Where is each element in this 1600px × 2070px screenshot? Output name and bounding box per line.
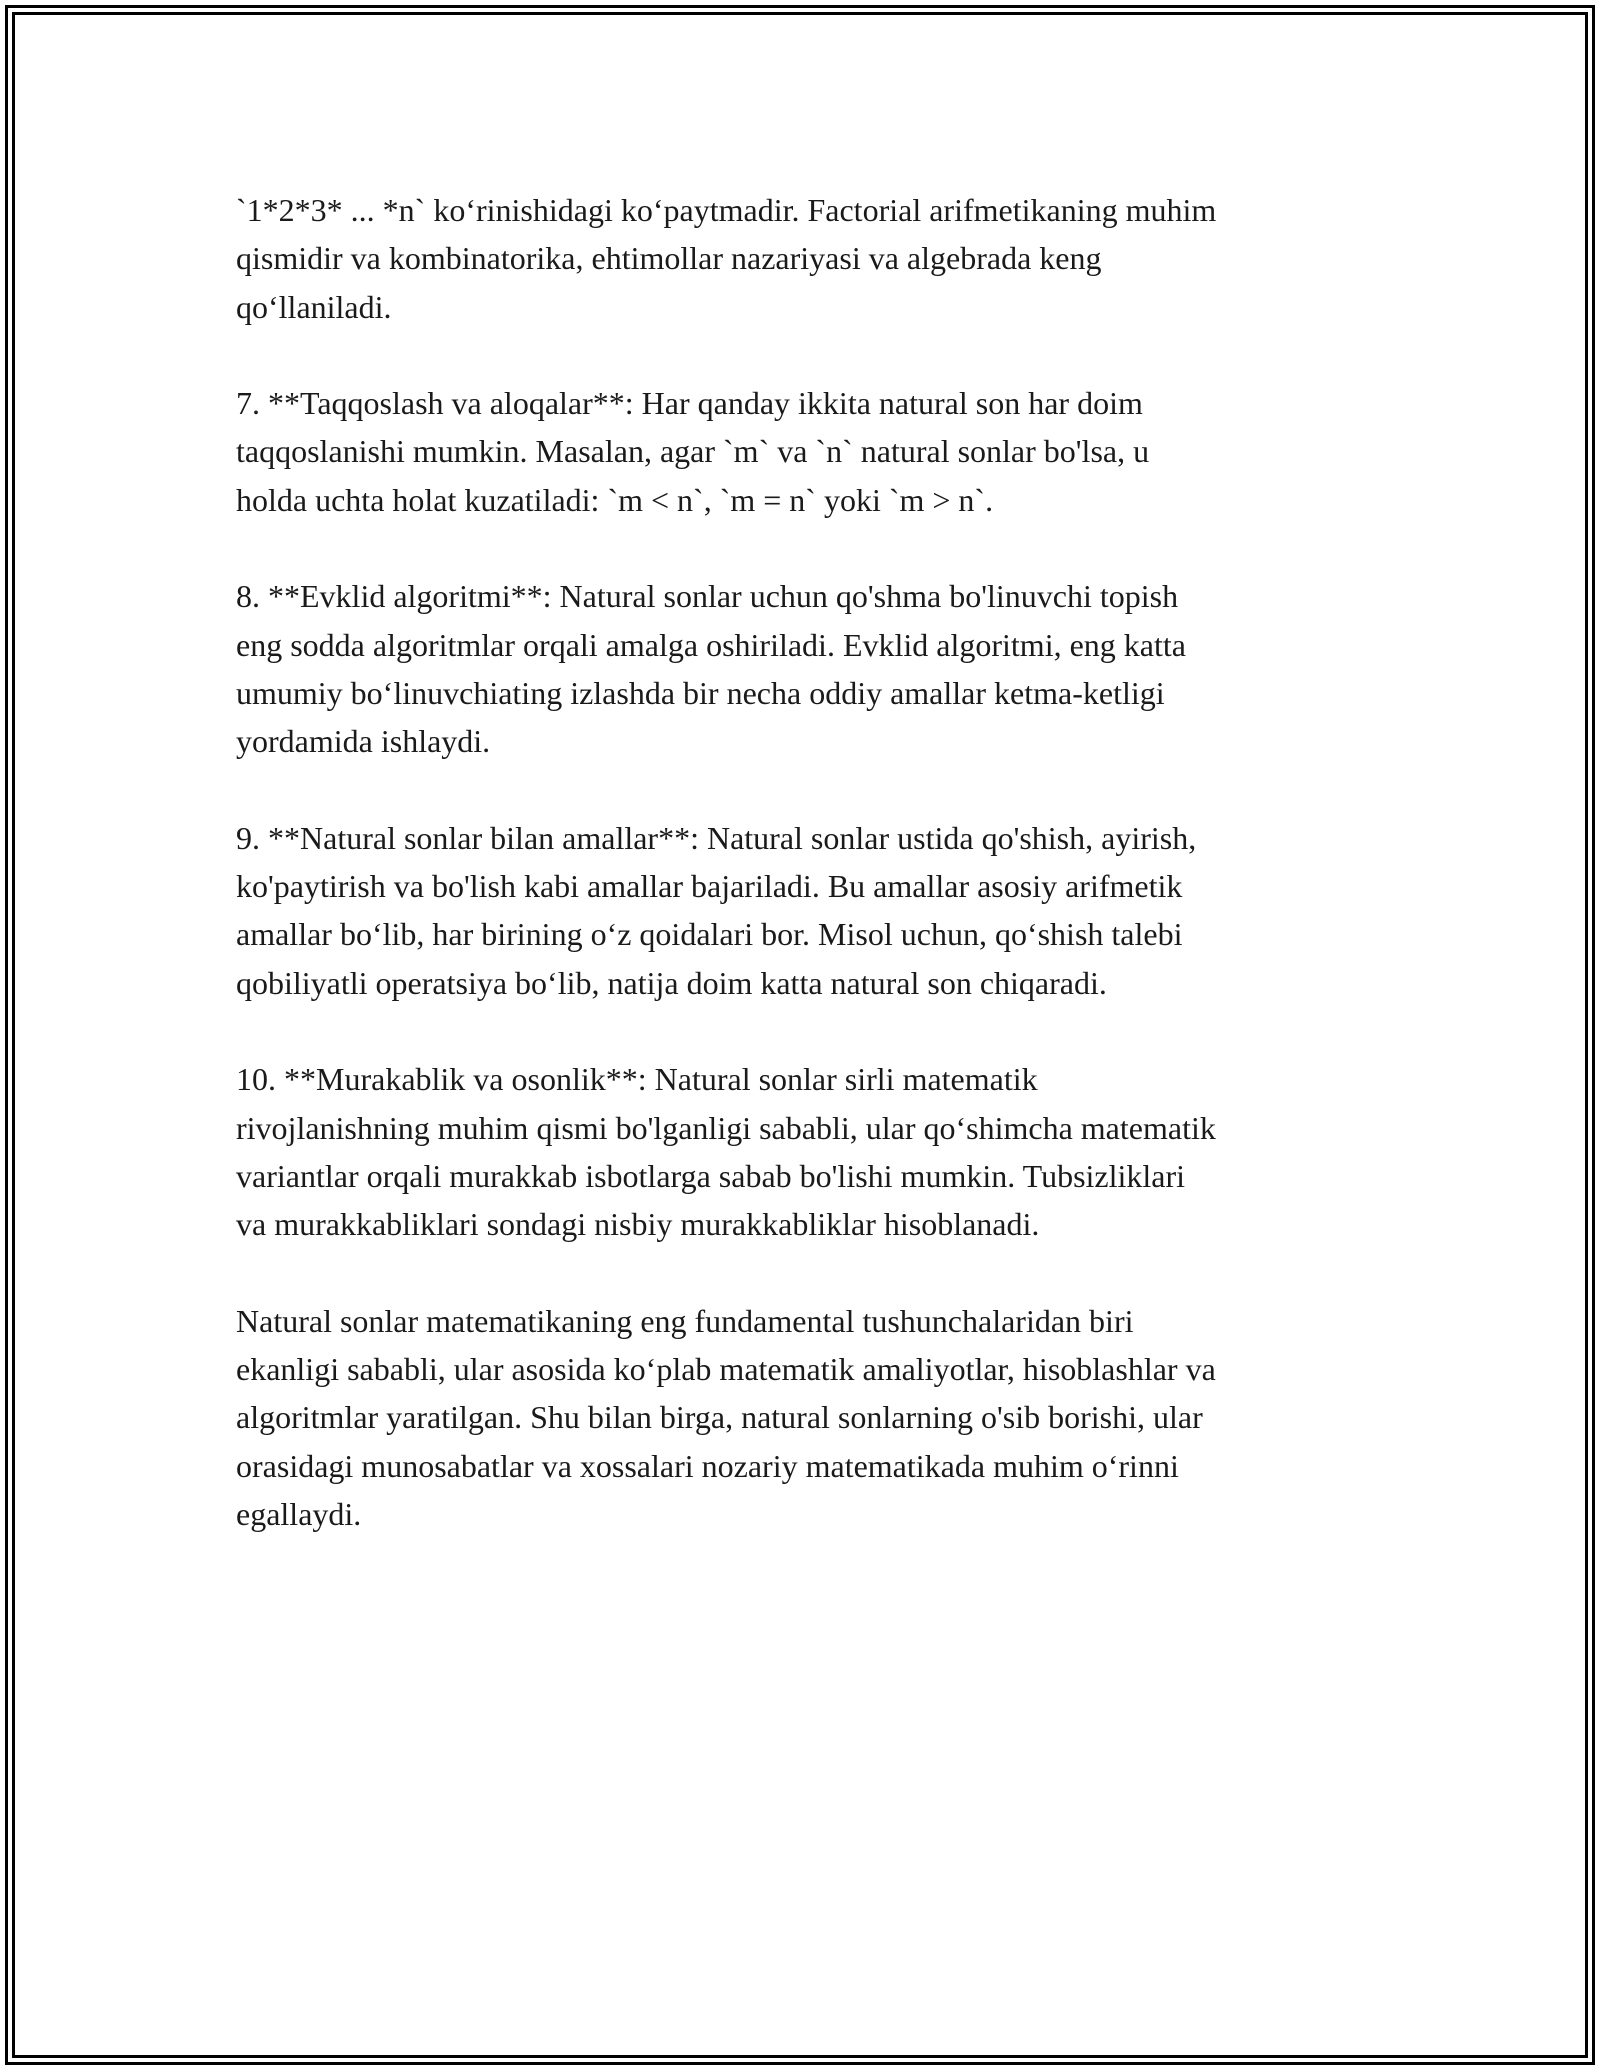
text-line: yordamida ishlaydi. xyxy=(236,723,491,760)
text-line: orasidagi munosabatlar va xossalari nozariy matematikada muhim o‘rinni xyxy=(236,1447,1179,1484)
text-line: `1*2*3* ... *n` ko‘rinishidagi ko‘paytmadir. Factorial arifmetikaning muhim xyxy=(236,192,1217,228)
text-line: holda uchta holat kuzatiladi: `m < n`, `m = n` yoki `m > n`. xyxy=(236,481,994,518)
text-line: 10. **Murakablik va osonlik**: Natural sonlar sirli matematik xyxy=(236,1061,1038,1098)
paragraph-conclusion xyxy=(236,1297,1376,1538)
text-line: va murakkabliklari sondagi nisbiy murakkabliklar hisoblanadi. xyxy=(236,1206,1040,1243)
text-line: Natural sonlar matematikaning eng fundamental tushunchalaridan biri xyxy=(236,1302,1134,1339)
document-body xyxy=(236,186,1376,1587)
text-line: algoritmlar yaratilgan. Shu bilan birga, natural sonlarning o'sib borishi, ular xyxy=(236,1399,1203,1436)
text-line: 9. **Natural sonlar bilan amallar**: Natural sonlar ustida qo'shish, ayirish, xyxy=(236,819,1197,856)
text-line: egallaydi. xyxy=(236,1496,362,1533)
text-line: qismidir va kombinatorika, ehtimollar nazariyasi va algebrada keng xyxy=(236,240,1102,277)
paragraph-item-8 xyxy=(236,572,1376,765)
text-line: ko'paytirish va bo'lish kabi amallar bajariladi. Bu amallar asosiy arifmetik xyxy=(236,868,1183,905)
text-line: qobiliyatli operatsiya bo‘lib, natija doim katta natural son chiqaradi. xyxy=(236,964,1107,1001)
text-line: taqqoslanishi mumkin. Masalan, agar `m` va `n` natural sonlar bo'lsa, u xyxy=(236,433,1150,470)
text-line: eng sodda algoritmlar orqali amalga oshiriladi. Evklid algoritmi, eng katta xyxy=(236,626,1186,663)
text-line: umumiy bo‘linuvchiating izlashda bir necha oddiy amallar ketma-ketligi xyxy=(236,674,1165,711)
text-line: amallar bo‘lib, har birining o‘z qoidalari bor. Misol uchun, qo‘shish talebi xyxy=(236,916,1183,953)
paragraph-item-7 xyxy=(236,379,1376,524)
paragraph-factorial xyxy=(236,186,1376,331)
paragraph-item-10 xyxy=(236,1055,1376,1248)
text-line: ekanligi sababli, ular asosida ko‘plab matematik amaliyotlar, hisoblashlar va xyxy=(236,1351,1216,1388)
text-line: 8. **Evklid algoritmi**: Natural sonlar uchun qo'shma bo'linuvchi topish xyxy=(236,578,1179,615)
text-line: qo‘llaniladi. xyxy=(236,288,392,325)
paragraph-item-9 xyxy=(236,814,1376,1007)
text-line: rivojlanishning muhim qismi bo'lganligi sababli, ular qo‘shimcha matematik xyxy=(236,1109,1216,1146)
text-line: 7. **Taqqoslash va aloqalar**: Har qanday ikkita natural son har doim xyxy=(236,385,1143,422)
text-line: variantlar orqali murakkab isbotlarga sabab bo'lishi mumkin. Tubsizliklari xyxy=(236,1157,1186,1194)
